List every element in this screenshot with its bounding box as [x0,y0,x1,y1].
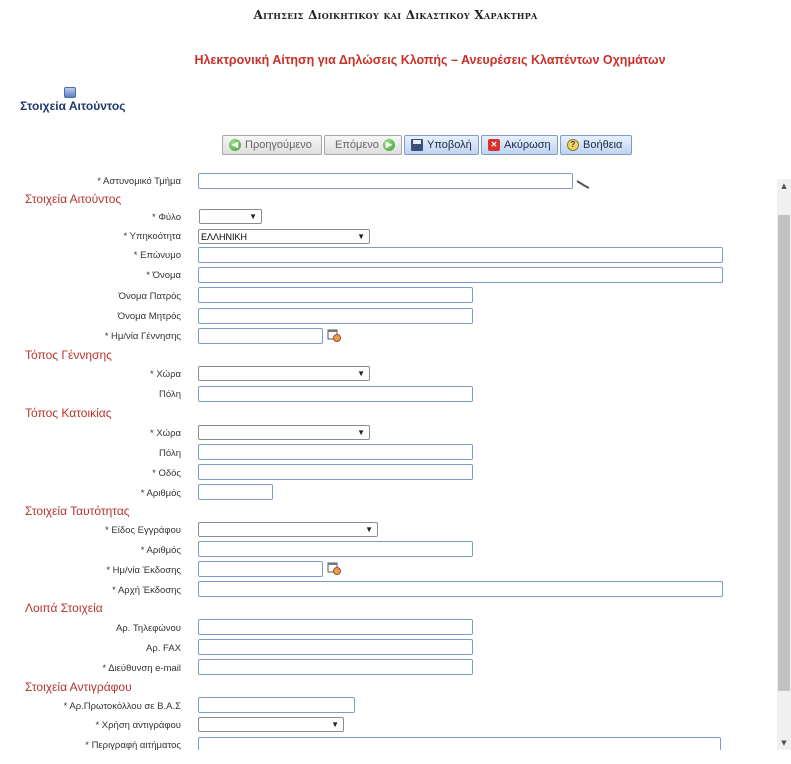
arrow-left-icon: ◀ [229,139,241,151]
nationality-label: * Υπηκοότητα [123,231,181,242]
street-number-label: * Αριθμός [140,488,181,499]
lookup-icon[interactable] [576,179,590,189]
help-icon: ? [567,139,579,151]
previous-label: Προηγούμενο [245,139,312,151]
street-field[interactable] [198,464,473,480]
cancel-icon: ✕ [488,139,500,151]
issue-date-label: * Ημ/νία Έκδοσης [106,565,181,576]
scroll-up-icon[interactable]: ▲ [781,182,787,190]
section-birthplace: Τόπος Γέννησης [25,348,112,362]
birth-country-select[interactable] [198,366,370,381]
police-dept-label: * Αστυνομικό Τμήμα [97,176,181,187]
section-copy: Στοιχεία Αντιγράφου [25,680,132,694]
issue-date-field[interactable] [198,561,323,577]
chevron-down-icon: ▼ [357,369,365,378]
email-label: * Διεύθυνση e-mail [102,663,181,674]
chevron-down-icon: ▼ [365,525,373,534]
authority-label: * Αρχή Έκδοσης [112,585,181,596]
next-button[interactable] [324,135,402,155]
phone-field[interactable] [198,619,473,635]
description-field[interactable] [198,737,721,750]
fax-field[interactable] [198,639,473,655]
step-label: Στοιχεία Αιτούντος [20,99,126,113]
street-label: * Οδός [152,468,181,479]
calendar-icon[interactable] [327,328,341,342]
surname-field[interactable] [198,247,723,263]
previous-button[interactable] [222,135,322,155]
res-city-label: Πόλη [159,448,181,459]
doc-number-field[interactable] [198,541,473,557]
step-marker-icon[interactable] [64,87,76,98]
calendar-icon[interactable] [327,561,341,575]
phone-label: Αρ. Τηλεφώνου [115,623,181,634]
help-label: Βοήθεια [583,139,623,151]
submit-label: Υποβολή [427,139,472,151]
surname-label: * Επώνυμο [133,250,181,261]
help-button[interactable] [560,135,632,155]
res-country-select[interactable] [198,425,370,440]
usage-select[interactable] [198,717,344,732]
form-subtitle: Ηλεκτρονική Αίτηση για Δηλώσεις Κλοπής – Ανευρέσεις Κλαπέντων Οχημάτων [194,53,666,67]
vertical-scrollbar[interactable] [777,179,791,750]
birth-city-label: Πόλη [159,389,181,400]
father-name-label: Όνομα Πατρός [118,291,181,302]
toolbar [222,135,632,155]
next-label: Επόμενο [335,139,379,151]
arrow-right-icon: ▶ [383,139,395,151]
scroll-down-icon[interactable]: ▼ [781,739,787,747]
birth-city-field[interactable] [198,386,473,402]
scroll-thumb[interactable] [778,215,790,691]
birth-country-label: * Χώρα [150,369,181,380]
gender-label: * Φύλο [151,212,181,223]
res-city-field[interactable] [198,444,473,460]
res-country-label: * Χώρα [150,428,181,439]
section-applicant: Στοιχεία Αιτούντος [25,192,122,206]
street-number-field[interactable] [198,484,273,500]
email-field[interactable] [198,659,473,675]
section-other: Λοιπά Στοιχεία [25,601,103,615]
doctype-select[interactable] [198,522,378,537]
gender-select[interactable] [199,209,262,224]
nationality-value: ΕΛΛΗΝΙΚΗ [201,231,248,242]
chevron-down-icon: ▼ [249,212,257,221]
fax-label: Αρ. FAX [146,643,181,654]
father-name-field[interactable] [198,287,473,303]
police-dept-field[interactable] [198,173,573,189]
cancel-label: Ακύρωση [504,139,551,151]
authority-field[interactable] [198,581,723,597]
description-label: * Περιγραφή αιτήματος [85,740,181,750]
save-icon [411,139,423,151]
birthdate-label: * Ημ/νία Γέννησης [104,331,181,342]
doc-number-label: * Αριθμός [140,545,181,556]
mother-name-field[interactable] [198,308,473,324]
form-panel [0,170,777,750]
doctype-label: * Είδος Εγγράφου [105,525,181,536]
protocol-label: * Αρ.Πρωτοκόλλου σε Β.Α.Σ [63,701,181,712]
nationality-select[interactable] [198,229,370,244]
protocol-field[interactable] [198,697,355,713]
birthdate-field[interactable] [198,328,323,344]
submit-button[interactable] [404,135,479,155]
chevron-down-icon: ▼ [357,232,365,241]
chevron-down-icon: ▼ [331,720,339,729]
usage-label: * Χρήση αντιγράφου [95,720,181,731]
mother-name-label: Όνομα Μητρός [117,311,181,322]
page-title: Αιτησεισ Διοικητικου και Δικαστικου Χαρακτηρα [253,8,538,22]
section-residence: Τόπος Κατοικίας [25,406,112,420]
name-label: * Όνομα [146,270,181,281]
name-field[interactable] [198,267,723,283]
cancel-button[interactable] [481,135,558,155]
chevron-down-icon: ▼ [357,428,365,437]
section-identity: Στοιχεία Ταυτότητας [25,504,130,518]
